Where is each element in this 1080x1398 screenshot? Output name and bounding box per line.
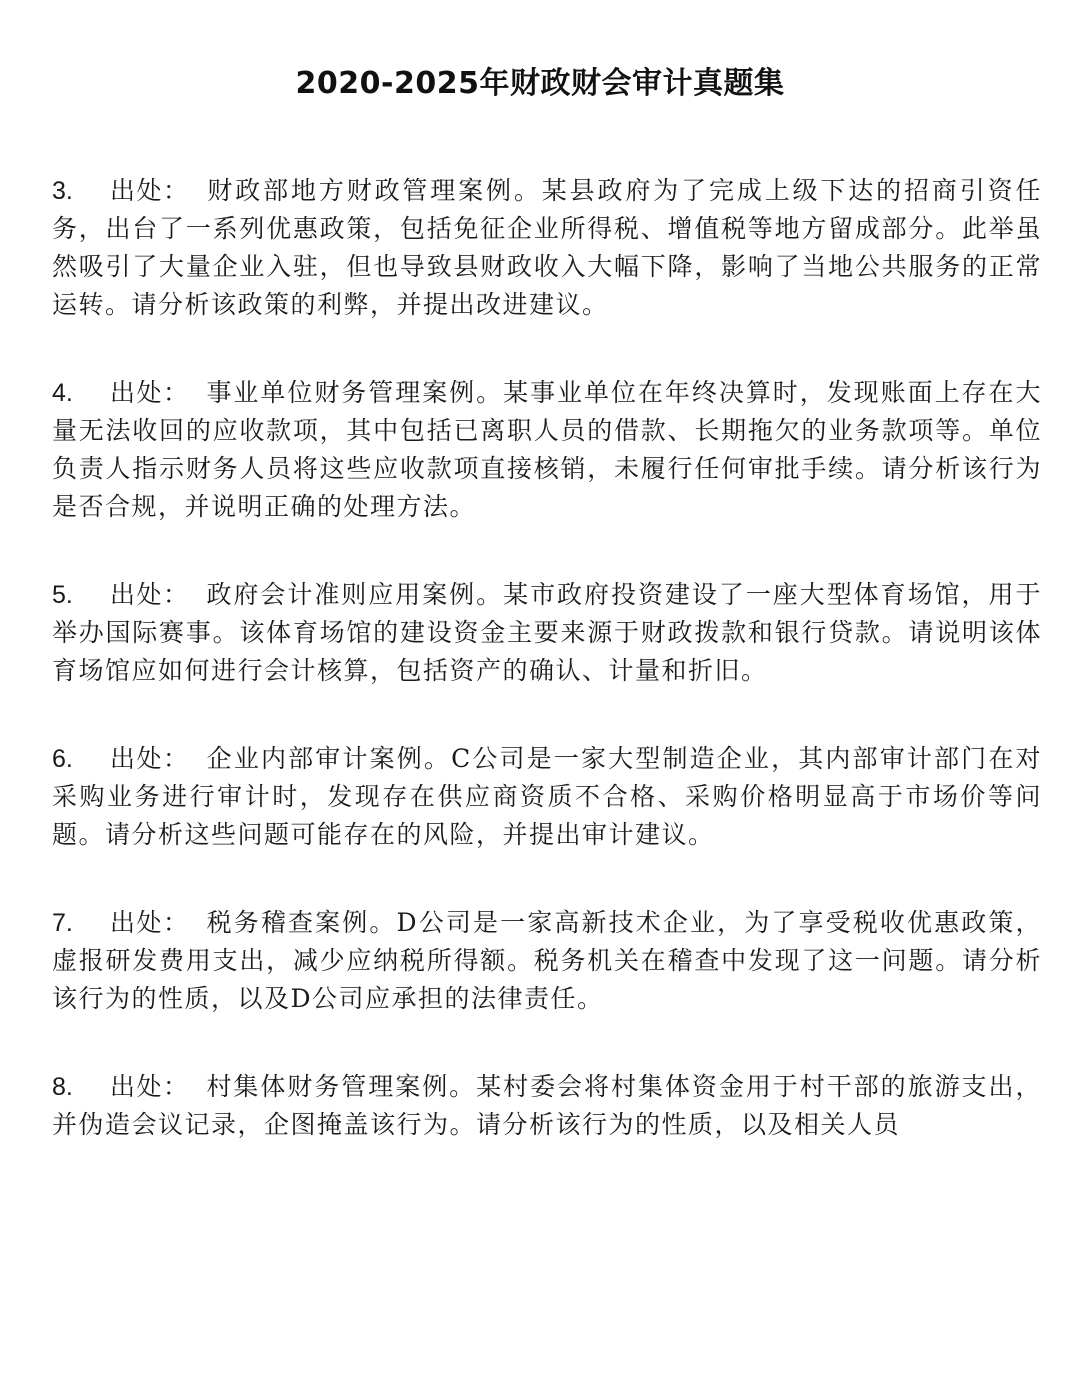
- question-text: 政府会计准则应用案例。某市政府投资建设了一座大型体育场馆，用于举办国际赛事。该体育场馆的建设资金主要来源于财政拨款和银行贷款。请说明该体育场馆应如何进行会计核算，包括资产的确认、计量和折旧。: [52, 580, 1042, 685]
- source-label: 出处：: [110, 580, 190, 609]
- question-text: 税务稽查案例。D公司是一家高新技术企业，为了享受税收优惠政策，虚报研发费用支出，减少应纳税所得额。税务机关在稽查中发现了这一问题。请分析该行为的性质，以及D公司应承担的法律责任。: [52, 908, 1042, 1013]
- question-text: 企业内部审计案例。C公司是一家大型制造企业，其内部审计部门在对采购业务进行审计时，发现存在供应商资质不合格、采购价格明显高于市场价等问题。请分析这些问题可能存在的风险，并提出审计建议。: [52, 744, 1042, 849]
- question-text: 事业单位财务管理案例。某事业单位在年终决算时，发现账面上存在大量无法收回的应收款项，其中包括已离职人员的借款、长期拖欠的业务款项等。单位负责人指示财务人员将这些应收款项直接核销，未履行任何审批手续。请分析该行为是否合规，并说明正确的处理方法。: [52, 378, 1042, 521]
- question-item: [52, 172, 1042, 324]
- source-label: 出处：: [110, 744, 190, 773]
- question-number: 7.: [52, 909, 73, 937]
- source-label: 出处：: [110, 176, 190, 205]
- question-item: [52, 576, 1042, 690]
- question-text: 财政部地方财政管理案例。某县政府为了完成上级下达的招商引资任务，出台了一系列优惠政策，包括免征企业所得税、增值税等地方留成部分。此举虽然吸引了大量企业入驻，但也导致县财政收入大幅下降，影响了当地公共服务的正常运转。请分析该政策的利弊，并提出改进建议。: [52, 176, 1042, 319]
- page-title: 2020-2025年财政财会审计真题集: [295, 66, 785, 101]
- question-number: 3.: [52, 177, 73, 205]
- question-list: [52, 172, 1042, 1194]
- question-item: [52, 904, 1042, 1018]
- question-number: 5.: [52, 581, 73, 609]
- question-text: 村集体财务管理案例。某村委会将村集体资金用于村干部的旅游支出，并伪造会议记录，企图掩盖该行为。请分析该行为的性质，以及相关人员: [52, 1072, 1042, 1139]
- question-item: [52, 740, 1042, 854]
- source-label: 出处：: [110, 378, 190, 407]
- question-number: 8.: [52, 1073, 73, 1101]
- source-label: 出处：: [110, 908, 190, 937]
- question-number: 6.: [52, 745, 73, 773]
- question-item: [52, 374, 1042, 526]
- question-item: [52, 1068, 1042, 1144]
- source-label: 出处：: [110, 1072, 190, 1101]
- question-number: 4.: [52, 379, 73, 407]
